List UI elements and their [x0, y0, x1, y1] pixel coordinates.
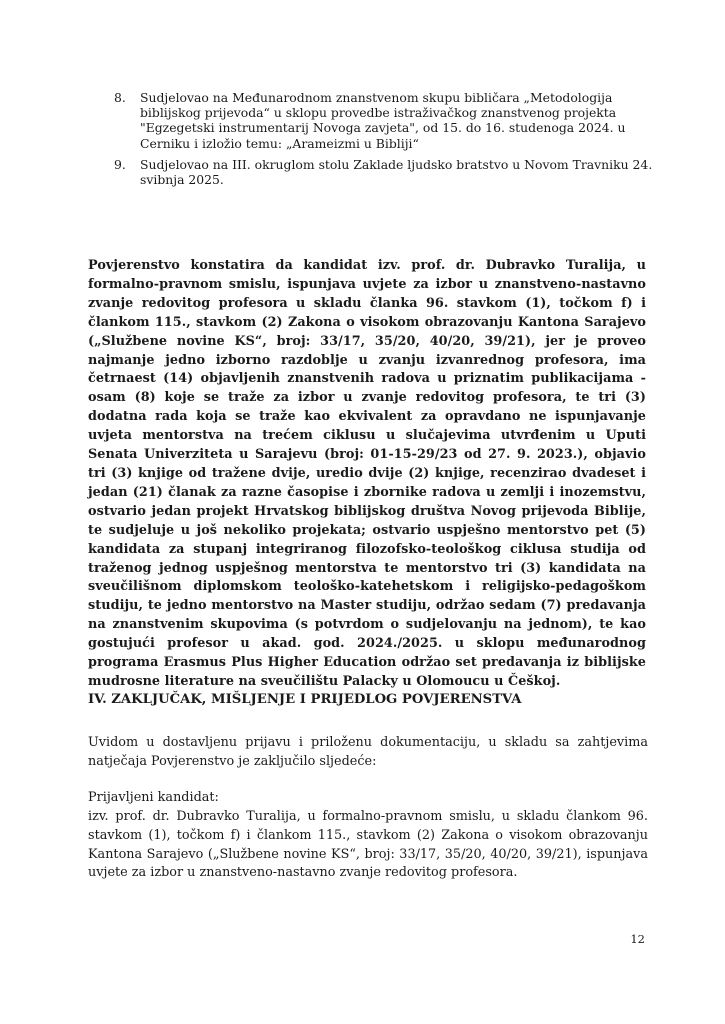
page-number: 12	[630, 932, 645, 946]
list-item-text: Sudjelovao na Međunarodnom znanstvenom skupu bibličara „Metodologija biblijskog prijevoda“ u sklopu provedbe istraživačkog znanstvenog projekta "Egzegetski instrumentarij Novoga zavjeta", od 15. do 16. studenoga 2024. u Cerniku i izložio temu: „Arameizmi u Bibliji“	[140, 90, 626, 151]
list-item-text: Sudjelovao na III. okruglom stolu Zaklade ljudsko bratstvo u Novom Travniku 24. svibnja 2025.	[140, 157, 653, 188]
section-intro-paragraph: Uvidom u dostavljenu prijavu i priloženu dokumentaciju, u skladu sa zahtjevima natječaja Povjerenstvo je zaključilo sljedeće:	[88, 735, 648, 769]
committee-conclusion-paragraph: Povjerenstvo konstatira da kandidat izv. prof. dr. Dubravko Turalija, u formalno-pravnom smislu, ispunjava uvjete za izbor u znanstveno-nastavno zvanje redovitog profesora u skladu članka 96. stavkom (1), točkom f) i člankom 115., stavkom (2) Zakona o visokom obrazovanju Kantona Sarajevo („Službene novine KS“, broj: 33/17, 35/20, 40/20, 39/21), jer je proveo najmanje jedno izborno razdoblje u zvanju izvanrednog profesora, ima četrnaest (14) objavljenih znanstvenih radova u priznatim publikacijama - osam (8) koje se traže za izbor u zvanje redovitog profesora, te tri (3) dodatna rada koja se traže kao ekvivalent za opravdano ne ispunjavanje uvjeta mentorstva na trećem ciklusu u slučajevima utvrđenim u Uputi Senata Univerziteta u Sarajevu (broj: 01-15-29/23 od 27. 9. 2023.), objavio tri (3) knjige od tražene dvije, uredio dvije (2) knjige, recenzirao dvadeset i jedan (21) članak za razne časopise i zbornike radova u zemlji i inozemstvu, ostvario jedan projekt Hrvatskog biblijskog društva Novog prijevoda Biblije, te sudjeluje u još nekoliko projekata; ostvario uspješno mentorstvo pet (5) kandidata za stupanj integriranog filozofsko-teološkog ciklusa studija od traženog jednog uspješnog mentorstva te mentorstvo tri (3) kandidata na sveučilišnom diplomskom teološko-katehetskom i religijsko-pedagoškom studiju, te jedno mentorstvo na Master studiju, održao sedam (7) predavanja na znanstvenim skupovima (s potvrdom o sudjelovanju na jednom), te kao gostujući profesor u akad. god. 2024./2025. u sklopu međunarodnog programa Erasmus Plus Higher Education održao set predavanja iz biblijske mudrosne literature na sveučilištu Palacky u Olomoucu u Češkoj.	[88, 258, 646, 689]
list-item	[114, 90, 654, 151]
section-heading: IV. ZAKLJUČAK, MIŠLJENJE I PRIJEDLOG POVJERENSTVA	[88, 692, 522, 707]
candidate-paragraph: izv. prof. dr. Dubravko Turalija, u formalno-pravnom smislu, u skladu člankom 96. stavkom (1), točkom f) i člankom 115., stavkom (2) Zakona o visokom obrazovanju Kantona Sarajevo („Službene novine KS“, broj: 33/17, 35/20, 40/20, 39/21), ispunjava uvjete za izbor u znanstveno-nastavno zvanje redovitog profesora.	[88, 809, 648, 881]
candidate-label: Prijavljeni kandidat:	[88, 790, 219, 805]
list-item-number: 8.	[114, 90, 126, 105]
list-item-number: 9.	[114, 157, 126, 172]
list-item	[114, 157, 654, 187]
